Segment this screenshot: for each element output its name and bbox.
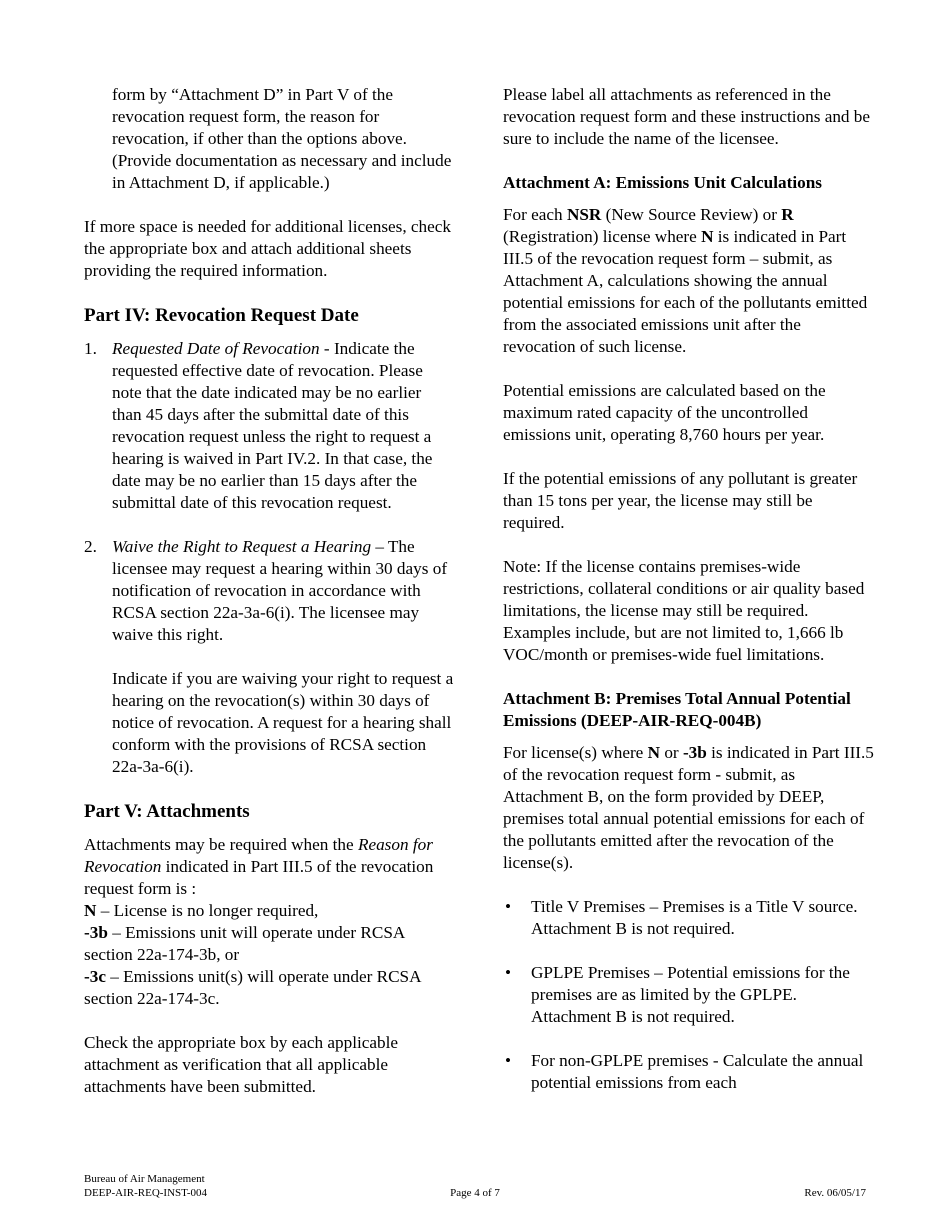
text: For license(s) where bbox=[503, 743, 648, 762]
attachment-b-paragraph-1 bbox=[503, 742, 875, 874]
bullet-icon: • bbox=[505, 897, 512, 916]
bullet-item bbox=[503, 1050, 875, 1094]
footer-page-number: Page 4 of 7 bbox=[450, 1187, 500, 1199]
bullet-item bbox=[503, 962, 875, 1028]
intro-text-end: indicated in Part III.5 of the revocation request form is : bbox=[84, 857, 434, 898]
part4-item-1 bbox=[84, 338, 454, 514]
bullet-text: GPLPE Premises – Potential emissions for the premises are as limited by the GPLPE. Attachment B is not required. bbox=[531, 963, 850, 1026]
text: (New Source Review) or bbox=[601, 205, 782, 224]
option-text: – Emissions unit(s) will operate under RCSA section 22a-174-3c. bbox=[84, 967, 421, 1008]
attachment-a-note: Note: If the license contains premises-wide restrictions, collateral conditions or air quality based limitations, the license may still be required. Examples include, but are not limited to, 1,666 lb VOC/month or premises-wide fuel limitations. bbox=[503, 557, 865, 664]
item-number: 1. bbox=[84, 339, 97, 358]
more-space-paragraph: If more space is needed for additional licenses, check the appropriate box and attach additional sheets providing the required information. bbox=[84, 217, 451, 280]
item-number: 2. bbox=[84, 537, 97, 556]
bold-nsr: NSR bbox=[566, 205, 602, 224]
item-text bbox=[112, 536, 454, 646]
footer-revision: Rev. 06/05/17 bbox=[804, 1187, 866, 1199]
option-text: – Emissions unit will operate under RCSA section 22a-174-3b, or bbox=[84, 923, 405, 964]
attachment-b-heading: Attachment B: Premises Total Annual Potential Emissions (DEEP-AIR-REQ-004B) bbox=[503, 689, 851, 730]
part4-item-2 bbox=[84, 536, 454, 778]
bullet-text: Title V Premises – Premises is a Title V source. Attachment B is not required. bbox=[531, 897, 858, 938]
item-label: Requested Date of Revocation bbox=[112, 339, 320, 358]
attachment-a-paragraph-2: Potential emissions are calculated based on the maximum rated capacity of the uncontrolled emissions unit, operating 8,760 hours per year. bbox=[503, 381, 826, 444]
item-label: Waive the Right to Request a Hearing bbox=[112, 537, 372, 556]
option-code: -3b bbox=[84, 923, 108, 942]
check-paragraph: Check the appropriate box by each applicable attachment as verification that all applicable attachments have been submitted. bbox=[84, 1033, 399, 1096]
bullet-text: For non-GPLPE premises - Calculate the annual potential emissions from each bbox=[531, 1051, 864, 1092]
text: or bbox=[660, 743, 683, 762]
continued-paragraph: form by “Attachment D” in Part V of the revocation request form, the reason for revocation, if other than the options above. (Provide documentation as necessary and include in Attachment D, if applicable.) bbox=[112, 85, 452, 192]
item-body: - Indicate the requested effective date of revocation. Please note that the date indicated may be no earlier than 45 days after the submittal date of this revocation request unless the right to request a hearing is waived in Part IV.2. In that case, the date may be no earlier than 15 days after the submittal date of this revocation request. bbox=[112, 339, 433, 512]
option-3c bbox=[84, 966, 454, 1010]
part5-intro bbox=[84, 834, 454, 900]
part4-heading: Part IV: Revocation Request Date bbox=[84, 305, 359, 326]
footer-bureau: Bureau of Air Management bbox=[84, 1173, 205, 1185]
option-text: – License is no longer required, bbox=[96, 901, 319, 920]
item-body: – The licensee may request a hearing within 30 days of notification of revocation in accordance with RCSA section 22a-3a-6(i). The licensee may waive this right. bbox=[112, 537, 448, 644]
bold-n: N bbox=[701, 227, 714, 246]
attachment-a-paragraph-3: If the potential emissions of any pollutant is greater than 15 tons per year, the license may still be required. bbox=[503, 469, 858, 532]
option-n bbox=[84, 900, 454, 922]
intro-text: Attachments may be required when the bbox=[84, 835, 358, 854]
text: is indicated in Part III.5 of the revocation request form - submit, as Attachment B, on the form provided by DEEP, premises total annual potential emissions for each of the pollutants emitted after the revocation of the license(s). bbox=[503, 743, 874, 872]
option-3b bbox=[84, 922, 454, 966]
part5-heading: Part V: Attachments bbox=[84, 801, 250, 822]
attachment-a-paragraph-1 bbox=[503, 204, 875, 358]
option-code: -3c bbox=[84, 967, 106, 986]
bold-3b: -3b bbox=[682, 743, 707, 762]
text: is indicated in Part III.5 of the revocation request form – submit, as Attachment A, calculations showing the annual potential emissions for each of the pollutants emitted from the associated emissions unit after the revocation of such license. bbox=[503, 227, 868, 356]
item-text bbox=[112, 338, 454, 514]
option-code: N bbox=[84, 901, 97, 920]
bullet-item bbox=[503, 896, 875, 940]
item-paragraph-2: Indicate if you are waiving your right to request a hearing on the revocation(s) within 30 days of notice of revocation. A request for a hearing shall conform with the provisions of RCSA section 22a-3a-6(i). bbox=[112, 669, 454, 776]
intro-italic: Reason for Revocation bbox=[84, 835, 433, 876]
bold-n: N bbox=[647, 743, 661, 762]
bullet-icon: • bbox=[505, 1051, 512, 1070]
bullet-icon: • bbox=[505, 963, 512, 982]
footer-doc-id: DEEP-AIR-REQ-INST-004 bbox=[84, 1187, 208, 1199]
bold-r: R bbox=[781, 205, 794, 224]
right-column bbox=[503, 84, 875, 1094]
text: For each bbox=[503, 205, 567, 224]
text: (Registration) license where bbox=[503, 227, 702, 246]
left-column bbox=[84, 84, 454, 1098]
label-paragraph: Please label all attachments as referenced in the revocation request form and these instructions and be sure to include the name of the licensee. bbox=[503, 85, 871, 148]
attachment-a-heading: Attachment A: Emissions Unit Calculations bbox=[503, 173, 822, 192]
